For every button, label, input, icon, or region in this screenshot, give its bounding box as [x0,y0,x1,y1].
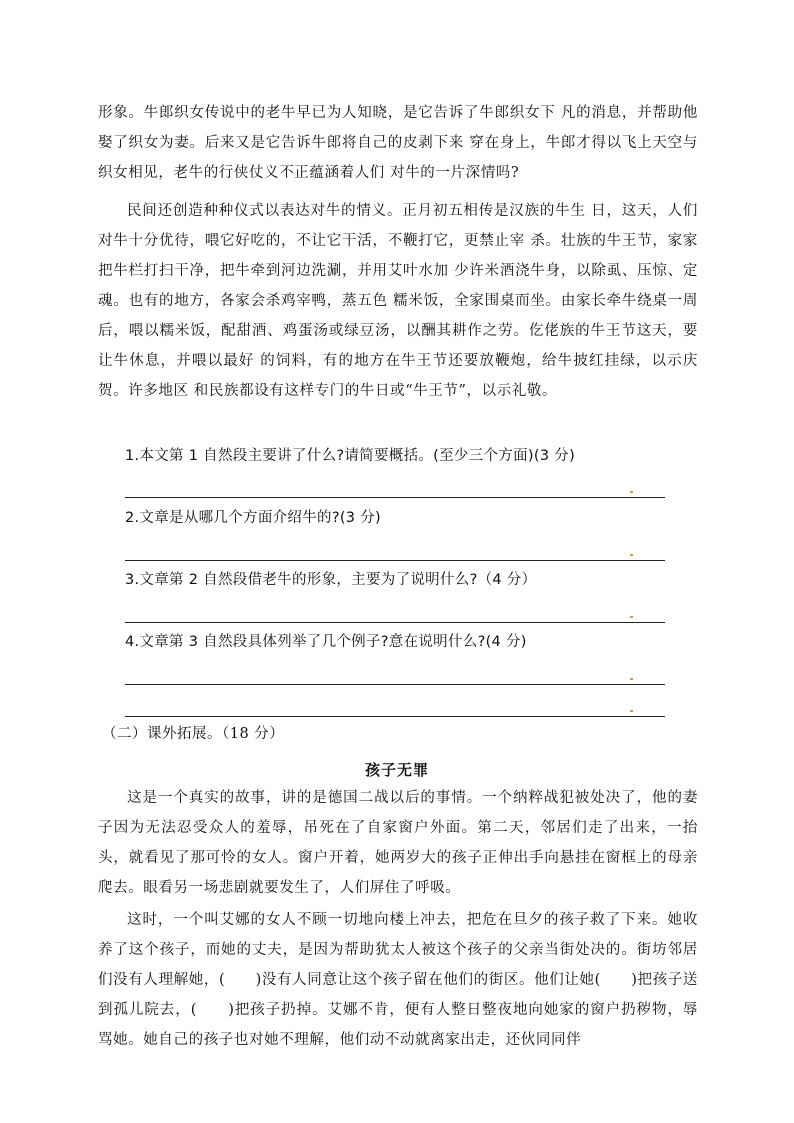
question-3: 3.文章第 2 自然段借老牛的形象，主要为了说明什么?（4 分） [125,572,537,588]
answer-line-marker [630,678,633,680]
story-title: 孩子无罪 [364,761,429,779]
question-2: 2.文章是从哪几个方面介绍牛的?(3 分) [125,510,381,526]
answer-line-2[interactable] [125,560,665,561]
answer-line-marker [630,710,633,712]
question-4: 4.文章第 3 自然段具体列举了几个例子?意在说明什么?(4 分) [125,634,527,650]
answer-line-marker [630,491,633,493]
answer-line-marker [630,554,633,556]
passage-paragraph-2: 民间还创造种种仪式以表达对牛的情义。正月初五相传是汉族的牛生 日，这天，人们对牛十分优待，喂它好吃的，不让它干活，不鞭打它，更禁止宰 杀。壮族的牛王节，家家把牛栏打扫干净，把牛牵到河边洗涮，并用艾叶水加 少许米酒浇牛身，以除虱、压惊、定魂。也有的地方，各家会杀鸡宰鸭，蒸五色 糯米饭，全家围桌而坐。由家长牵牛绕桌一周后，喂以糯米饭，配甜酒、鸡蛋汤或绿豆汤，以酬其耕作之劳。仡佬族的牛王节这天，要让牛休息，并喂以最好 的饲料，有的地方在牛王节还要放鞭炮，给牛披红挂绿，以示庆贺。许多地区 和民族都设有这样专门的牛日或“牛王节”，以示礼敬。 [98,203,698,399]
story-paragraph-2: 这时，一个叫艾娜的女人不顾一切地向楼上冲去，把危在旦夕的孩子救了下来。她收养了这个孩子，而她的丈夫，是因为帮助犹太人被这个孩子的父亲当街处决的。街坊邻居们没有人理解她，( )没有人同意让这个孩子留在他们的街区。他们让她( )把孩子送到孤儿院去，( )把孩子扔掉。艾娜不肯，便有人整日整夜地向她家的窗户扔秽物，辱骂她。她自己的孩子也对她不理解，他们动不动就离家出走，还伙同同伴 [98,912,698,1048]
answer-line-1[interactable] [125,497,665,498]
answer-line-marker [630,616,633,618]
answer-line-3[interactable] [125,622,665,623]
passage-paragraph-1: 形象。牛郎织女传说中的老牛早已为人知晓，是它告诉了牛郎织女下 凡的消息，并帮助他娶了织女为妻。后来又是它告诉牛郎将自己的皮剥下来 穿在身上，牛郎才得以飞上天空与织女相见，老牛的行侠仗义不正蕴涵着人们 对牛的一片深情吗? [98,105,698,181]
question-1: 1.本文第 1 自然段主要讲了什么?请简要概括。(至少三个方面)(3 分) [125,448,576,464]
answer-line-4b[interactable] [125,716,665,717]
answer-line-4a[interactable] [125,684,665,685]
story-paragraph-1: 这是一个真实的故事，讲的是德国二战以后的事情。一个纳粹战犯被处决了，他的妻子因为无法忍受众人的羞辱，吊死在了自家窗户外面。第二天，邻居们走了出来，一抬头，就看见了那可怜的女人。窗户开着，她两岁大的孩子正伸出手向悬挂在窗框上的母亲爬去。眼看另一场悲剧就要发生了，人们屏住了呼吸。 [98,790,698,896]
section-heading: （二）课外拓展。（18 分） [102,726,285,742]
